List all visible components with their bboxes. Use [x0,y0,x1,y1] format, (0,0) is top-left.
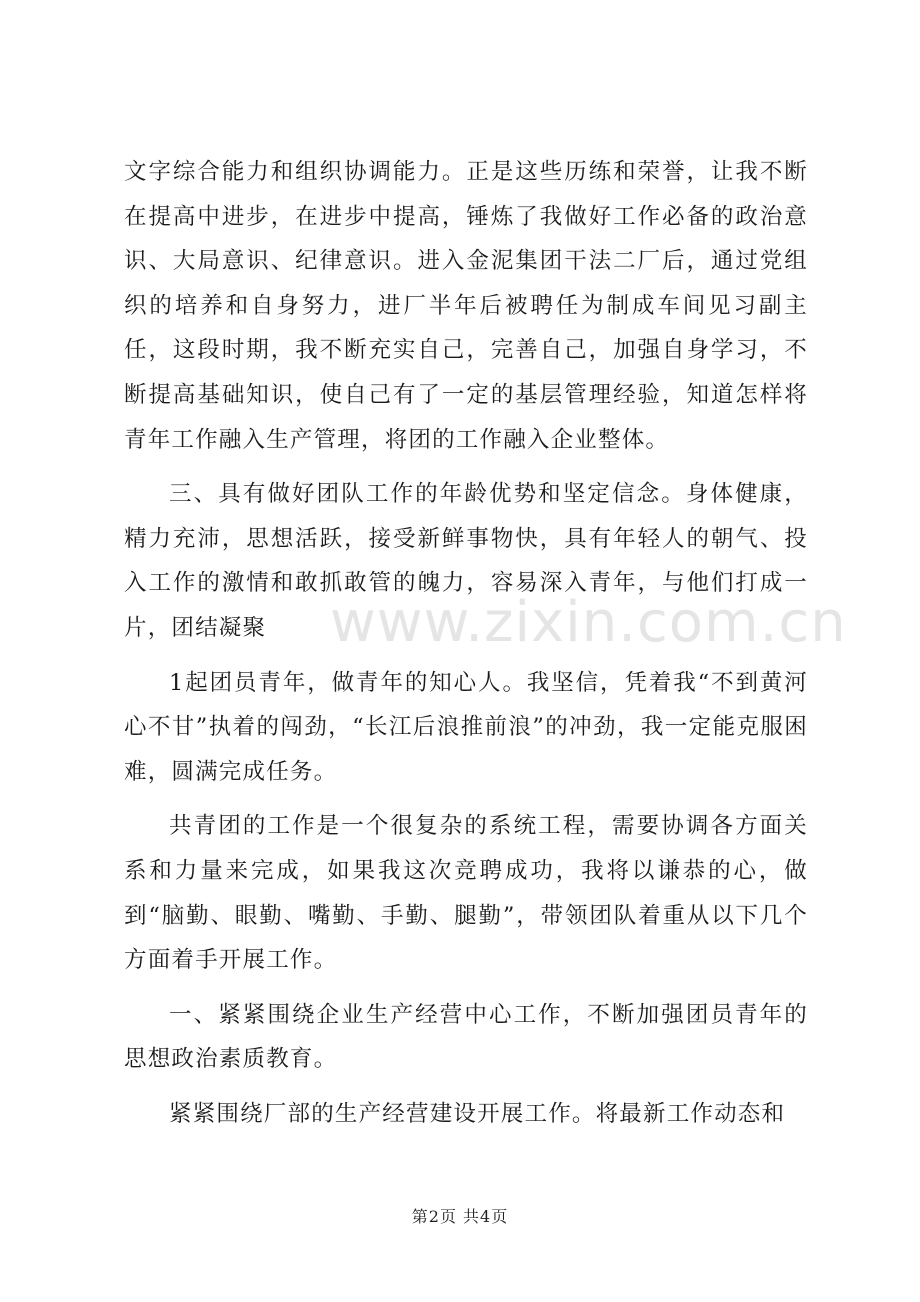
paragraph-6: 紧紧围绕厂部的生产经营建设开展工作。将最新工作动态和 [169,1100,786,1127]
paragraph-1: 文字综合能力和组织协调能力。正是这些历练和荣誉，让我不断在提高中进步，在进步中提高，锤炼了我做好工作必备的政治意识、大局意识、纪律意识。进入金泥集团干法二厂后，通过党组织的培养和自身努力，进厂半年后被聘任为制成车间见习副主任，这段时期，我不断充实自己，完善自己，加强自身学习，不断提高基础知识，使自己有了一定的基层管理经验，知道怎样将青年工作融入生产管理，将团的工作融入企业整体。 [124,159,808,453]
paragraph-5: 一、紧紧围绕企业生产经营中心工作，不断加强团员青年的思想政治素质教育。 [124,1001,808,1073]
document-body [124,150,808,1146]
paragraph-2: 三、具有做好团队工作的年龄优势和坚定信念。身体健康，精力充沛，思想活跃，接受新鲜事物快，具有年轻人的朝气、投入工作的激情和敢抓敢管的魄力，容易深入青年，与他们打成一片，团结凝聚 [124,481,808,641]
page-footer: 第2页 共4页 [411,1207,509,1226]
paragraph-4: 共青团的工作是一个很复杂的系统工程，需要协调各方面关系和力量来完成，如果我这次竞聘成功，我将以谦恭的心，做到“脑勤、眼勤、嘴勤、手勤、腿勤”，带领团队着重从以下几个方面着手开展工作。 [124,813,808,974]
watermark-text: www.zixin.com.cn [330,590,847,655]
paragraph-3: 1起团员青年，做青年的知心人。我坚信，凭着我“不到黄河心不甘”执着的闯劲，“长江后浪推前浪”的冲劲，我一定能克服困难，圆满完成任务。 [124,669,808,785]
